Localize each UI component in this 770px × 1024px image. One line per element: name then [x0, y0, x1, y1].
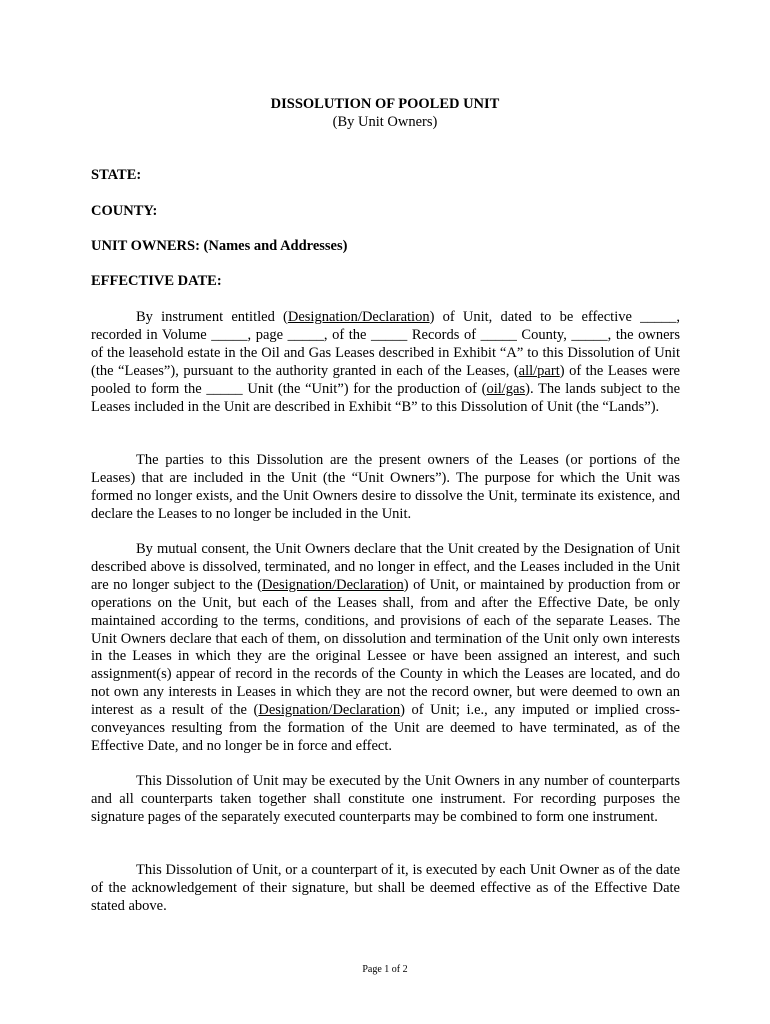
- p5-text: This Dissolution of Unit, or a counterpart of it, is executed by each Unit Owner as of the date of the acknowledgement of their signature, but shall be deemed effective as of the Effective Date stated above.: [91, 862, 680, 914]
- p3-text-e: ) of Unit; i.e., any imputed or implied cross-conveyances resulting from the formation of the Unit are deemed to have terminated, as of the Effective Date, and no longer be in force and effect.: [91, 702, 680, 754]
- p4-text: This Dissolution of Unit may be executed by the Unit Owners in any number of counterparts and all counterparts taken together shall constitute one instrument. For recording purposes the signature pages of the separately executed counterparts may be combined to form one instrument.: [91, 773, 680, 825]
- p3-text-a: By mutual consent, the Unit Owners declare that the Unit created by the Designation of Unit described above is dissolved, terminated, and no longer in effect, and the Leases included in the Unit are no longer subject to the (: [91, 541, 680, 593]
- page-number: Page 1 of 2: [362, 964, 408, 975]
- all-part-choice: all/part: [518, 362, 560, 379]
- document-subtitle: (By Unit Owners): [332, 114, 438, 130]
- state-label: STATE:: [91, 167, 142, 183]
- document-title-block: [0, 95, 770, 131]
- paragraph-parties: [91, 452, 680, 524]
- oil-gas-choice: oil/gas: [486, 380, 526, 397]
- designation-declaration-choice: Designation/Declaration: [258, 702, 401, 719]
- p1-text-a: By instrument entitled (: [136, 309, 288, 325]
- p3-text-c: ) of Unit, or maintained by production from or operations on the Unit, but each of the Leases shall, from and after the Effective Date, be only maintained according to the terms, conditions, and provisions of each of the separate Leases. The Unit Owners declare that each of them, on dissolution and termination of the Unit only own interests in the Leases in which they are the original Lessee or have been assigned an interest, and such assignment(s) appear of record in the records of the County in which the Leases are located, and do not own any interests in Leases in which they are not the record owner, but were deemed to own an interest as a result of the (: [91, 576, 681, 719]
- document-title: DISSOLUTION OF POOLED UNIT: [270, 96, 500, 112]
- paragraph-counterparts: [91, 773, 680, 827]
- paragraph-mutual-consent: [91, 541, 680, 756]
- p1-text-e: ) of the Leases were pooled to form the _____ Unit (the “Unit”) for the production of (: [91, 362, 680, 397]
- designation-declaration-choice: Designation/Declaration: [262, 576, 404, 593]
- unit-owners-label: UNIT OWNERS: (Names and Addresses): [91, 238, 348, 254]
- county-label: COUNTY:: [91, 203, 158, 219]
- effective-date-label: EFFECTIVE DATE:: [91, 273, 222, 289]
- paragraph-instrument: [91, 309, 680, 416]
- paragraph-execution: [91, 862, 680, 916]
- p1-text-g: ). The lands subject to the Leases included in the Unit are described in Exhibit “B” to this Dissolution of Unit (the “Lands”).: [91, 380, 681, 415]
- p1-text-c: ) of Unit, dated to be effective _____, recorded in Volume _____, page _____, of the _____ Records of _____ County, _____, the owners of the leasehold estate in the Oil and Gas Leases described in Exhibit “A” to this Dissolution of Unit (the “Leases”), pursuant to the authority granted in each of the Leases, (: [91, 309, 680, 379]
- designation-declaration-choice: Designation/Declaration: [287, 309, 430, 325]
- p2-text: The parties to this Dissolution are the present owners of the Leases (or portions of the Leases) that are included in the Unit (the “Unit Owners”). The purpose for which the Unit was formed no longer exists, and the Unit Owners desire to dissolve the Unit, terminate its existence, and declare the Leases to no longer be included in the Unit.: [91, 452, 680, 522]
